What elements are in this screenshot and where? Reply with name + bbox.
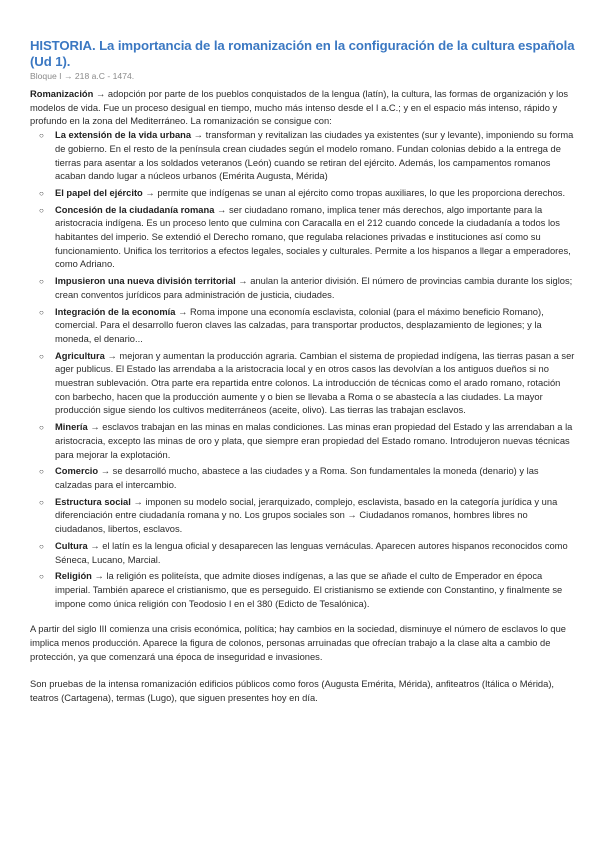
point-text: mejoran y aumentan la producción agraria. Cambian el sistema de propiedad indígena, las tierras pasan a ser ager publicus. El Estado las arrendaba a la aristocracia local y en otros casos las devolvían a los antiguos dueños si no muestran sublevación. Otra parte era repartida entre colonos. La introducción de técnicas como el arado romano, rotación con barbecho, hacen que la producción aumente y o bien se llevaba a Roma o se abastecía a las ciudades. La mayor producción sigue siendo los cultivos mediterráneos (aceite, olivo). Las tierras las trabajan esclavos. bbox=[55, 350, 575, 416]
list-item bbox=[39, 570, 575, 611]
point-term: Comercio bbox=[55, 466, 99, 477]
document-page bbox=[30, 38, 575, 706]
bullet-icon: ○ bbox=[39, 541, 44, 551]
point-term: Religión bbox=[55, 571, 92, 582]
arrow-text: → bbox=[145, 187, 155, 198]
list-item bbox=[39, 540, 575, 567]
point-text: la religión es politeísta, que admite dioses indígenas, a las que se añade el culto de Emperador en época imperial. También aparece el cristianismo, que es perseguido. El cristianismo se extiende con Constantino, y finalmente se impone como única religión con Teodosio I en el 380 (Edicto de Tesalónica). bbox=[55, 571, 563, 609]
arrow-text: → bbox=[100, 466, 111, 477]
bullet-icon: ○ bbox=[39, 423, 44, 433]
list-item bbox=[39, 465, 575, 492]
bullet-icon: ○ bbox=[39, 205, 44, 215]
list-item bbox=[39, 275, 575, 302]
point-text: ser ciudadano romano, implica tener más derechos, algo importante para la aristocracia indígena. Es un proceso lento que culmina con Caracalla en el 212 cuando concede la ciudadanía a todos los habitantes del imperio. Se extendió el Derecho romano, que regulaba relaciones privadas e instituciones así como su funcionamiento. Unifica los territorios a efectos legales, sociales y culturales. Permite a los hispanos a llegar a emperadores, como Adriano. bbox=[55, 204, 571, 270]
arrow-text: → bbox=[238, 276, 248, 287]
point-text: transforman y revitalizan las ciudades ya existentes (sur y levante), imponiendo su forma de gobierno. En el resto de la península crean ciudades según el modelo romano. Fundan colonias debido a la entrega de tierras para asentar a los soldados veteranos (León) cuando se retiran del ejército. Además, los campamentos romanos acaban dando lugar a núcleos urbanos (Emérita Augusta, Mérida) bbox=[55, 130, 574, 182]
point-text: esclavos trabajan en las minas en malas condiciones. Las minas eran propiedad del Estado y las arrendaban a la aristocracia, excepto las minas de oro y plata, que siempre eran propiedad del Estado romano. Introdujeron nuevas técnicas para mejorar la explotación. bbox=[55, 422, 573, 460]
list-item bbox=[39, 204, 575, 273]
point-term: La extensión de la vida urbana bbox=[55, 130, 192, 141]
arrow-text: → bbox=[133, 496, 143, 507]
point-text: Roma impone una economía esclavista, colonial (para el máximo beneficio Romano), comercial. Para el desarrollo fueron claves las calzadas, para transportar productos, desplazamiento de legiones; y la moneda, el denario... bbox=[55, 306, 544, 344]
bullet-icon: ○ bbox=[39, 131, 44, 141]
point-text: permite que indígenas se unan al ejército como tropas auxiliares, lo que les proporciona derechos. bbox=[157, 187, 566, 198]
intro-text: adopción por parte de los pueblos conquistados de la lengua (latín), la cultura, las formas de organización y los modelos de vida. Fue un proceso desigual en tiempo, mucho más intenso desde el I a.C.; y en el espacio más intenso, rápido y profundo en la zona del Mediterráneo. La romanización se consigue con: bbox=[30, 89, 569, 127]
point-term: Estructura social bbox=[55, 496, 131, 507]
bullet-icon: ○ bbox=[39, 351, 44, 361]
arrow-text: → bbox=[90, 422, 100, 433]
spacer bbox=[30, 614, 575, 623]
point-text: el latín es la lengua oficial y desaparecen las lenguas vernáculas. Aparecen autores hispanos reconocidos como Séneca, Lucano, Marcial. bbox=[55, 540, 568, 565]
point-text: imponen su modelo social, jerarquizado, complejo, esclavista, basado en la categoría jurídica y una diferenciación entre ciudadanía romana y no. Los grupos sociales son → Ciudadanos romanos, hombres libres no ciudadanos, libertos, esclavos. bbox=[55, 496, 558, 535]
list-item bbox=[39, 129, 575, 184]
bullet-icon: ○ bbox=[39, 277, 44, 287]
arrow-text: → bbox=[217, 204, 227, 215]
bullet-icon: ○ bbox=[39, 467, 44, 477]
intro-term: Romanización bbox=[30, 89, 94, 99]
list-item bbox=[39, 306, 575, 347]
point-term: Agricultura bbox=[55, 350, 105, 361]
list-item bbox=[39, 187, 575, 201]
list-item bbox=[39, 421, 575, 462]
evidence-paragraph: Son pruebas de la intensa romanización edificios públicos como foros (Augusta Emérita, Mérida), anfiteatros (Itálica o Mérida), teatros (Cartagena), termas (Lugo), que siguen presentes hoy en día. bbox=[30, 679, 555, 704]
bullet-icon: ○ bbox=[39, 307, 44, 317]
arrow-text: → bbox=[107, 350, 117, 361]
point-term: Minería bbox=[55, 422, 88, 433]
bullet-icon: ○ bbox=[39, 497, 44, 507]
crisis-paragraph: A partir del siglo III comienza una crisis económica, política; hay cambios en la sociedad, disminuye el número de esclavos lo que implica menos producción. Aparece la figura de colonos, personas arruinadas que ofrecían trabajo a la clase alta a cambio de protección, ya que comenzará una época de inseguridad e invasiones. bbox=[30, 624, 566, 662]
bullet-icon: ○ bbox=[39, 188, 44, 198]
intro-paragraph bbox=[30, 88, 575, 129]
intro-arrow: → bbox=[95, 89, 106, 99]
point-text: se desarrolló mucho, abastece a las ciudades y a Roma. Son fundamentales la moneda (denario) y las calzadas para el intercambio. bbox=[55, 466, 539, 490]
spacer bbox=[30, 664, 575, 678]
point-term: Impusieron una nueva división territorial bbox=[55, 276, 236, 287]
arrow-text: → bbox=[193, 130, 203, 141]
arrow-text: → bbox=[94, 571, 104, 582]
document-subtitle: Bloque I → 218 a.C - 1474. bbox=[30, 71, 135, 81]
point-term: Integración de la economía bbox=[55, 306, 176, 317]
romanization-points-list bbox=[30, 129, 575, 611]
bullet-icon: ○ bbox=[39, 572, 44, 582]
arrow-text: → bbox=[178, 306, 188, 317]
list-item bbox=[39, 496, 575, 537]
document-title: HISTORIA. La importancia de la romanización en la configuración de la cultura española (Ud 1). bbox=[30, 38, 575, 69]
list-item bbox=[39, 350, 575, 419]
point-term: Cultura bbox=[55, 540, 88, 551]
point-term: Concesión de la ciudadanía romana bbox=[55, 204, 215, 215]
arrow-text: → bbox=[90, 540, 100, 551]
point-text: anulan la anterior división. El número de provincias cambia durante los siglos; crean conventos jurídicos para administración de justicia, ciudades. bbox=[55, 276, 573, 300]
point-term: El papel del ejército bbox=[55, 187, 143, 198]
